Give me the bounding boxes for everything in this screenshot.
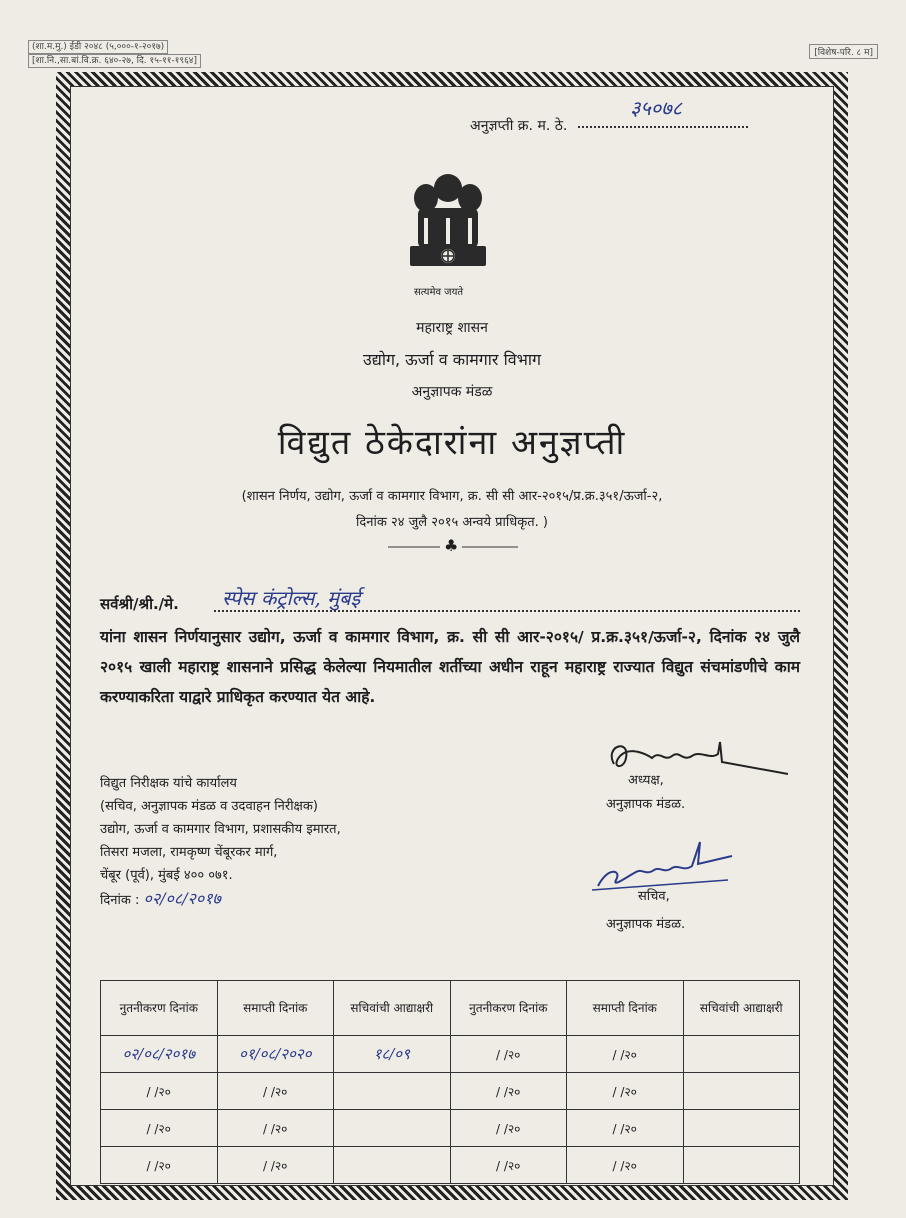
office-line-2: (सचिव, अनुज्ञापक मंडळ व उदवाहन निरीक्षक) — [100, 799, 318, 814]
table-cell — [334, 1147, 451, 1184]
table-cell: / /२० — [567, 1073, 684, 1110]
table-cell: / /२० — [101, 1147, 218, 1184]
form-code-line2: [शा.नि.,सा.बां.वि.क्र. ६४०-२७, दि. १५-११-१९६४] — [28, 54, 201, 68]
form-code-block — [28, 40, 201, 68]
chairman-title: अध्यक्ष, — [628, 773, 664, 788]
license-number-label: अनुज्ञप्ती क्र. म. ठे. — [470, 118, 568, 134]
table-cell: ०२/०८/२०१७ — [101, 1036, 218, 1073]
header-renewal-date-2: नुतनीकरण दिनांक — [450, 981, 567, 1036]
holder-name: स्पेस कंट्रोल्स, मुंबई — [222, 586, 361, 610]
table-cell: / /२० — [450, 1036, 567, 1073]
table-cell: / /२० — [217, 1147, 334, 1184]
table-cell: / /२० — [450, 1147, 567, 1184]
authority-line-2: दिनांक २४ जुलै २०१५ अन्वये प्राधिकृत. ) — [356, 515, 548, 530]
license-number-dots — [578, 126, 748, 128]
table-row — [101, 1147, 800, 1184]
license-number-row — [470, 96, 748, 135]
table-cell — [683, 1073, 800, 1110]
table-row — [101, 1110, 800, 1147]
department-name: उद्योग, ऊर्जा व कामगार विभाग — [362, 350, 542, 369]
emblem-motto: सत्यमेव जयते — [414, 287, 464, 298]
holder-label: सर्वश्री/श्री./मे. — [100, 595, 179, 613]
header-secretary-initials-2: सचिवांची आद्याक्षरी — [683, 981, 800, 1036]
renewal-table — [100, 980, 800, 1184]
table-cell: / /२० — [101, 1110, 218, 1147]
table-cell: / /२० — [567, 1147, 684, 1184]
form-code-right: [विशेष-परि. ८ म] — [809, 44, 878, 59]
office-line-1: विद्युत निरीक्षक यांचे कार्यालय — [100, 776, 237, 791]
table-cell — [683, 1110, 800, 1147]
header-renewal-date: नुतनीकरण दिनांक — [101, 981, 218, 1036]
board-name: अनुज्ञापक मंडळ — [411, 384, 493, 400]
table-row — [101, 1073, 800, 1110]
club-divider-icon: ♣ — [440, 536, 462, 555]
office-line-3: उद्योग, ऊर्जा व कामगार विभाग, प्रशासकीय इमारत, — [100, 822, 341, 837]
secretary-title: सचिव, — [638, 889, 670, 904]
table-cell: ०१/०८/२०२० — [217, 1036, 334, 1073]
chairman-board: अनुज्ञापक मंडळ. — [606, 797, 686, 812]
table-cell: / /२० — [450, 1073, 567, 1110]
license-number-value: ३५०७८ — [630, 96, 682, 120]
table-cell: १८/०९ — [334, 1036, 451, 1073]
issue-date-row — [100, 887, 341, 912]
office-line-4: तिसरा मजला, रामकृष्ण चेंबूरकर मार्ग, — [100, 845, 278, 860]
header-expiry-date-2: समाप्ती दिनांक — [567, 981, 684, 1036]
table-cell — [334, 1110, 451, 1147]
table-header-row — [101, 981, 800, 1036]
authority-line-1: (शासन निर्णय, उद्योग, ऊर्जा व कामगार विभाग, क्र. सी सी आर-२०१५/प्र.क्र.३५१/ऊर्जा-२, — [241, 489, 663, 504]
form-code-line1: (शा.म.मु.) ईडी २०४८ (५,०००-१-२०१७) — [28, 40, 168, 54]
issue-date-value: ०२/०८/२०१७ — [143, 889, 221, 908]
table-row — [101, 1036, 800, 1073]
table-cell: / /२० — [567, 1110, 684, 1147]
table-cell: / /२० — [217, 1073, 334, 1110]
table-cell — [683, 1036, 800, 1073]
office-line-5: चेंबूर (पूर्व), मुंबई ४०० ०७१. — [100, 868, 233, 883]
ashoka-emblem-icon — [400, 168, 496, 280]
table-cell: / /२० — [450, 1110, 567, 1147]
header-secretary-initials: सचिवांची आद्याक्षरी — [334, 981, 451, 1036]
authorization-paragraph: यांना शासन निर्णयानुसार उद्योग, ऊर्जा व कामगार विभाग, क्र. सी सी आर-२०१५/ प्र.क्र.३५१/ऊर्जा-२, दिनांक २४ जुलै २०१५ खाली महाराष्ट्र शासनाने प्रसिद्ध केलेल्या नियमातील शर्तीच्या अधीन राहून महाराष्ट्र राज्यात विद्युत संचमांडणीचे काम करण्याकरिता याद्वारे प्राधिकृत करण्यात येत आहे. — [100, 628, 800, 706]
table-cell: / /२० — [101, 1073, 218, 1110]
table-cell: / /२० — [567, 1036, 684, 1073]
office-address — [100, 772, 341, 912]
government-name: महाराष्ट्र शासन — [416, 320, 488, 336]
table-cell: / /२० — [217, 1110, 334, 1147]
issue-date-label: दिनांक : — [100, 893, 140, 908]
header-expiry-date: समाप्ती दिनांक — [217, 981, 334, 1036]
secretary-board: अनुज्ञापक मंडळ. — [606, 917, 686, 932]
table-cell — [683, 1147, 800, 1184]
certificate-title: विद्युत ठेकेदारांना अनुज्ञप्ती — [277, 423, 627, 463]
table-cell — [334, 1073, 451, 1110]
